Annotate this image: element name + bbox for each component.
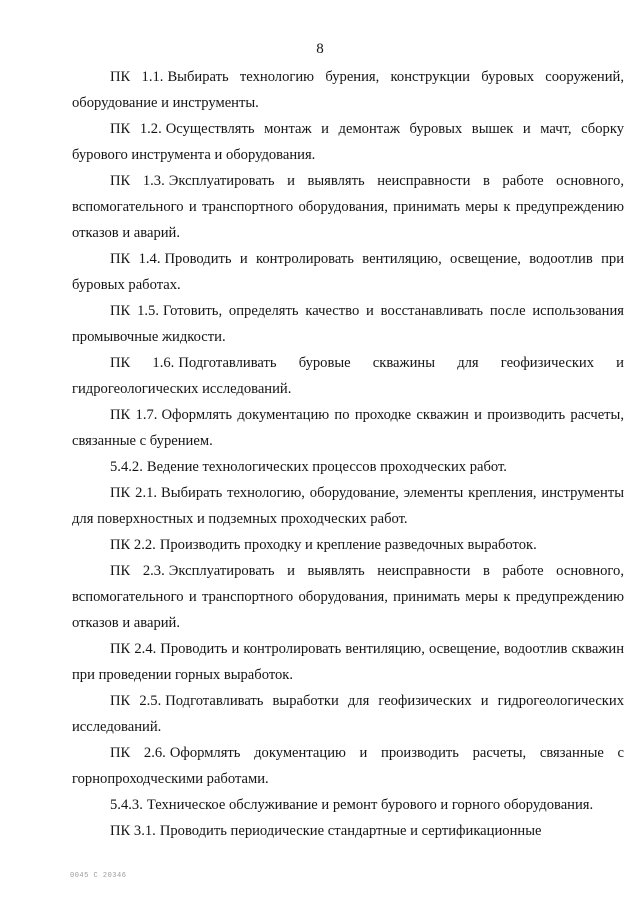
paragraph-code: ПК 2.2. bbox=[110, 537, 156, 553]
paragraph-text: Оформлять документацию по проходке скважин и производить расчеты, связанные с бурением. bbox=[72, 407, 624, 449]
section-code: 5.4.2. bbox=[110, 459, 143, 475]
paragraph-pk-1-4 bbox=[72, 246, 624, 298]
paragraph-pk-2-5 bbox=[72, 688, 624, 740]
paragraph-code: ПК 2.5. bbox=[110, 693, 162, 709]
paragraph-text: Производить проходку и крепление разведочных выработок. bbox=[159, 537, 537, 553]
paragraph-text: Оформлять документацию и производить расчеты, связанные с горнопроходческими работами. bbox=[72, 745, 625, 787]
section-title: Техническое обслуживание и ремонт бурового и горного оборудования. bbox=[146, 797, 594, 813]
paragraph-code: ПК 1.6. bbox=[110, 355, 175, 371]
paragraph-pk-1-1 bbox=[72, 64, 624, 116]
paragraph-text: Эксплуатировать и выявлять неисправности в работе основного, вспомогательного и транспортного оборудования, принимать меры к предупреждению отказов и аварий. bbox=[72, 563, 624, 631]
paragraph-text: Осуществлять монтаж и демонтаж буровых вышек и мачт, сборку бурового инструмента и оборудования. bbox=[72, 121, 625, 163]
paragraph-code: ПК 1.4. bbox=[110, 251, 161, 267]
paragraph-pk-2-4 bbox=[72, 636, 624, 688]
paragraph-code: ПК 1.5. bbox=[110, 303, 159, 319]
paragraph-pk-3-1 bbox=[72, 818, 624, 844]
paragraph-text: Выбирать технологию, оборудование, элементы крепления, инструменты для поверхностных и подземных проходческих работ. bbox=[72, 485, 625, 527]
paragraph-pk-2-2 bbox=[72, 532, 624, 558]
paragraph-code: ПК 1.7. bbox=[110, 407, 158, 423]
paragraph-pk-1-5 bbox=[72, 298, 624, 350]
paragraph-code: ПК 2.4. bbox=[110, 641, 157, 657]
paragraph-pk-2-6 bbox=[72, 740, 624, 792]
paragraph-pk-1-3 bbox=[72, 168, 624, 246]
section-heading-5-4-2 bbox=[72, 454, 624, 480]
paragraph-pk-1-7 bbox=[72, 402, 624, 454]
paragraph-code: ПК 1.1. bbox=[110, 69, 164, 85]
paragraph-text: Проводить и контролировать вентиляцию, освещение, водоотлив при буровых работах. bbox=[72, 251, 625, 293]
paragraph-pk-1-2 bbox=[72, 116, 624, 168]
paragraph-text: Подготавливать буровые скважины для геофизических и гидрогеологических исследований. bbox=[72, 355, 624, 397]
paragraph-text: Эксплуатировать и выявлять неисправности в работе основного, вспомогательного и транспортного оборудования, принимать меры к предупреждению отказов и аварий. bbox=[72, 173, 624, 241]
paragraph-text: Проводить периодические стандартные и сертификационные bbox=[159, 823, 542, 839]
paragraph-pk-2-1 bbox=[72, 480, 624, 532]
paragraph-text: Выбирать технологию бурения, конструкции буровых сооружений, оборудование и инструменты. bbox=[72, 69, 624, 111]
footer-scan-mark: 0045 C 20346 bbox=[70, 872, 127, 880]
paragraph-code: ПК 1.2. bbox=[110, 121, 162, 137]
paragraph-code: ПК 2.6. bbox=[110, 745, 166, 761]
section-title: Ведение технологических процессов проходческих работ. bbox=[146, 459, 507, 475]
section-code: 5.4.3. bbox=[110, 797, 143, 813]
paragraph-code: ПК 3.1. bbox=[110, 823, 156, 839]
document-body bbox=[72, 64, 624, 844]
paragraph-text: Проводить и контролировать вентиляцию, освещение, водоотлив скважин при проведении горных выработок. bbox=[72, 641, 625, 683]
paragraph-code: ПК 2.1. bbox=[110, 485, 158, 501]
paragraph-code: ПК 1.3. bbox=[110, 173, 165, 189]
section-heading-5-4-3 bbox=[72, 792, 624, 818]
page-number: 8 bbox=[316, 41, 324, 57]
paragraph-text: Подготавливать выработки для геофизических и гидрогеологических исследований. bbox=[72, 693, 624, 735]
paragraph-text: Готовить, определять качество и восстанавливать после использования промывочные жидкости. bbox=[72, 303, 624, 345]
paragraph-pk-2-3 bbox=[72, 558, 624, 636]
paragraph-code: ПК 2.3. bbox=[110, 563, 165, 579]
paragraph-pk-1-6 bbox=[72, 350, 624, 402]
